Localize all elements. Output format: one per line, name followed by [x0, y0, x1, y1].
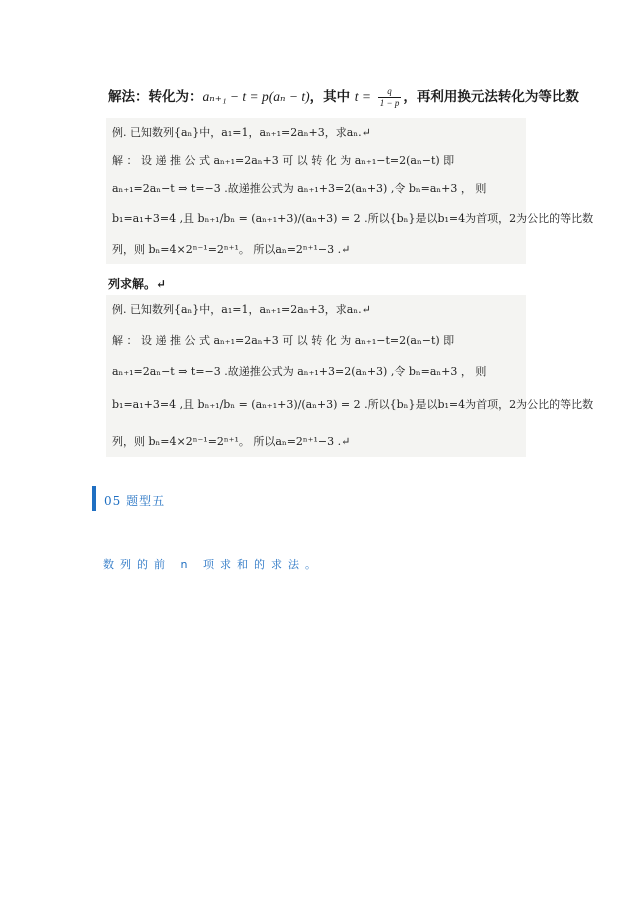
- example2-line3: aₙ₊₁=2aₙ−t ⇒ t=−3 .故递推公式为 aₙ₊₁+3=2(aₙ+3) ,令 bₙ=aₙ+3 ， 则: [112, 365, 487, 378]
- example1-line2: 解 ： 设 递 推 公 式 aₙ₊₁=2aₙ+3 可 以 转 化 为 aₙ₊₁−t=2(aₙ−t) 即: [112, 154, 455, 167]
- fraction-denominator: 1 − p: [379, 98, 400, 108]
- middle-text: 列求解。↵: [108, 277, 167, 291]
- heading-t-eq: t =: [354, 89, 372, 104]
- example-image-1: [106, 118, 594, 264]
- example-image-2: [106, 295, 594, 457]
- section-accent-bar: [92, 486, 96, 511]
- example1-line5: 列，则 bₙ=4×2ⁿ⁻¹=2ⁿ⁺¹。 所以aₙ=2ⁿ⁺¹−3 .↵: [112, 243, 351, 256]
- heading-fraction: [378, 86, 402, 109]
- heading-suffix: ，再利用换元法转化为等比数: [403, 89, 579, 105]
- example1-line4: b₁=a₁+3=4 ,且 bₙ₊₁/bₙ = (aₙ₊₁+3)/(aₙ+3) = 2 .所以{bₙ}是以b₁=4为首项，2为公比的等比数: [112, 212, 594, 225]
- example2-line5: 列，则 bₙ=4×2ⁿ⁻¹=2ⁿ⁺¹。 所以aₙ=2ⁿ⁺¹−3 .↵: [112, 435, 351, 448]
- heading-formula: aₙ₊₁ − t = p(aₙ − t): [202, 89, 310, 104]
- example1-line1: 例. 已知数列{aₙ}中，a₁=1，aₙ₊₁=2aₙ+3，求aₙ.↵: [112, 126, 371, 139]
- example2-line1: 例. 已知数列{aₙ}中，a₁=1，aₙ₊₁=2aₙ+3，求aₙ.↵: [112, 303, 371, 316]
- solution-heading: [108, 85, 579, 109]
- section-title: 05 题型五: [104, 494, 166, 508]
- example2-line2: 解 ： 设 递 推 公 式 aₙ₊₁=2aₙ+3 可 以 转 化 为 aₙ₊₁−t=2(aₙ−t) 即: [112, 334, 455, 347]
- example1-line3: aₙ₊₁=2aₙ−t ⇒ t=−3 .故递推公式为 aₙ₊₁+3=2(aₙ+3) ,令 bₙ=aₙ+3 ， 则: [112, 182, 487, 195]
- heading-prefix: 解法：转化为：: [108, 89, 203, 105]
- example2-line4: b₁=a₁+3=4 ,且 bₙ₊₁/bₙ = (aₙ₊₁+3)/(aₙ+3) = 2 .所以{bₙ}是以b₁=4为首项，2为公比的等比数: [112, 398, 594, 411]
- fraction-numerator: q: [378, 86, 402, 98]
- section-subtitle: 数列的前 n 项求和的求法。: [103, 558, 322, 571]
- heading-mid: ，其中: [309, 89, 351, 105]
